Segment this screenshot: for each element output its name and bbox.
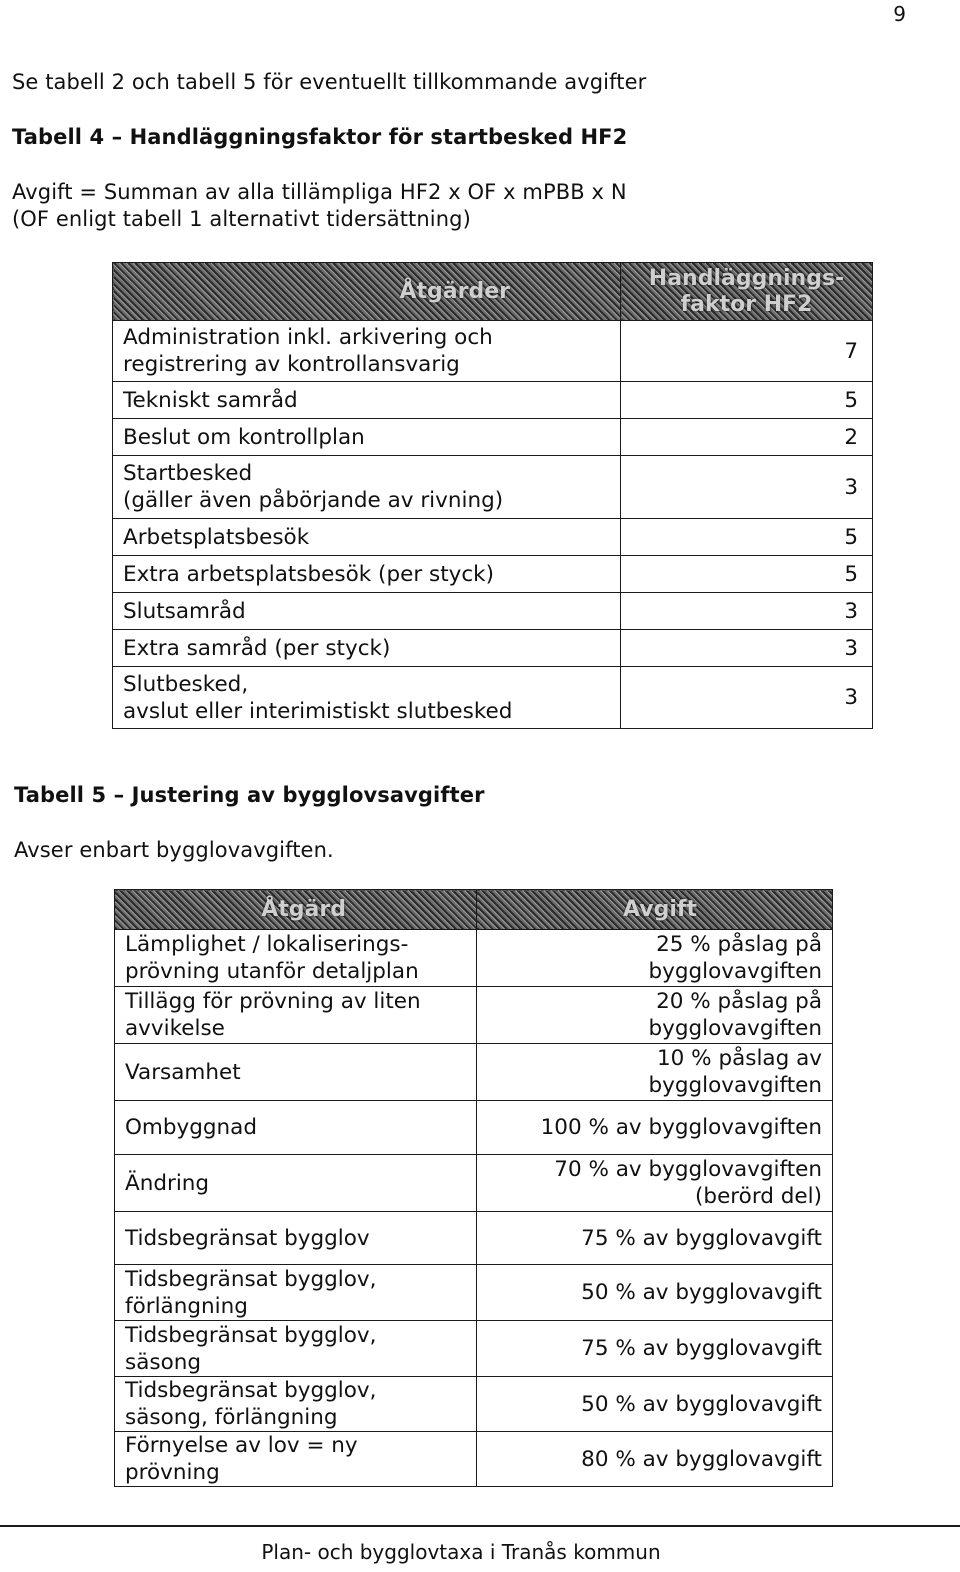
handlaggningsfaktor-table bbox=[112, 262, 873, 729]
row-value: 75 % av bygglovavgift bbox=[477, 1321, 833, 1377]
table-row bbox=[113, 519, 873, 556]
row-value: 5 bbox=[621, 382, 873, 419]
table5-heading: Tabell 5 – Justering av bygglovsavgifter bbox=[14, 783, 485, 807]
row-value: 20 % påslag på bygglovavgiften bbox=[477, 987, 833, 1044]
column-header-hf2 bbox=[621, 263, 873, 321]
row-value: 25 % påslag på bygglovavgiften bbox=[477, 930, 833, 987]
page-footer: Plan- och bygglovtaxa i Tranås kommun bbox=[261, 1540, 661, 1564]
row-label: Lämplighet / lokaliserings- prövning utanför detaljplan bbox=[115, 930, 477, 987]
row-label: Administration inkl. arkivering och registrering av kontrollansvarig bbox=[113, 321, 621, 382]
row-label: Tidsbegränsat bygglov bbox=[115, 1212, 477, 1265]
table-row bbox=[115, 987, 833, 1044]
formula-line-1: Avgift = Summan av alla tillämpliga HF2 x OF x mPBB x N bbox=[12, 180, 627, 204]
row-label: Beslut om kontrollplan bbox=[113, 419, 621, 456]
column-header-atgard: Åtgärd bbox=[115, 890, 477, 930]
row-label: Ombyggnad bbox=[115, 1101, 477, 1155]
row-label: Slutbesked, avslut eller interimistiskt slutbesked bbox=[113, 667, 621, 729]
justering-table bbox=[114, 889, 833, 1487]
table-row bbox=[113, 667, 873, 729]
table-row bbox=[115, 930, 833, 987]
row-value: 3 bbox=[621, 630, 873, 667]
column-header-hf2-line2: faktor HF2 bbox=[680, 291, 813, 317]
table-row bbox=[113, 382, 873, 419]
table-row bbox=[115, 1212, 833, 1265]
row-label: Extra samråd (per styck) bbox=[113, 630, 621, 667]
column-header-avgift: Avgift bbox=[477, 890, 833, 930]
row-label: Tekniskt samråd bbox=[113, 382, 621, 419]
row-label: Arbetsplatsbesök bbox=[113, 519, 621, 556]
table5-subheading: Avser enbart bygglovavgiften. bbox=[14, 838, 334, 862]
table-row bbox=[115, 1377, 833, 1432]
row-value: 5 bbox=[621, 556, 873, 593]
row-value: 7 bbox=[621, 321, 873, 382]
row-label: Slutsamråd bbox=[113, 593, 621, 630]
row-label: Tidsbegränsat bygglov, säsong, förlängning bbox=[115, 1377, 477, 1432]
row-value: 50 % av bygglovavgift bbox=[477, 1377, 833, 1432]
table-row bbox=[115, 1265, 833, 1321]
table-row bbox=[113, 556, 873, 593]
table-row bbox=[113, 630, 873, 667]
table-row bbox=[113, 321, 873, 382]
row-label: Tidsbegränsat bygglov, säsong bbox=[115, 1321, 477, 1377]
column-header-hf2-line1: Handläggnings- bbox=[648, 265, 845, 291]
column-header-atgarder: Åtgärder bbox=[113, 263, 621, 321]
table-row bbox=[113, 593, 873, 630]
table-row bbox=[115, 1155, 833, 1212]
table-header-row bbox=[115, 890, 833, 930]
row-label: Tidsbegränsat bygglov, förlängning bbox=[115, 1265, 477, 1321]
row-label: Extra arbetsplatsbesök (per styck) bbox=[113, 556, 621, 593]
table-header-row bbox=[113, 263, 873, 321]
row-label: Förnyelse av lov = ny prövning bbox=[115, 1432, 477, 1487]
table-row bbox=[115, 1432, 833, 1487]
row-value: 3 bbox=[621, 593, 873, 630]
intro-text: Se tabell 2 och tabell 5 för eventuellt tillkommande avgifter bbox=[12, 70, 647, 94]
table-row bbox=[115, 1101, 833, 1155]
row-value: 3 bbox=[621, 667, 873, 729]
table-row bbox=[113, 419, 873, 456]
row-label: Varsamhet bbox=[115, 1044, 477, 1101]
formula-line-2: (OF enligt tabell 1 alternativt tidersättning) bbox=[12, 207, 471, 231]
row-value: 3 bbox=[621, 456, 873, 519]
table-row bbox=[115, 1044, 833, 1101]
row-value: 75 % av bygglovavgift bbox=[477, 1212, 833, 1265]
page-number: 9 bbox=[893, 2, 906, 26]
row-value: 70 % av bygglovavgiften (berörd del) bbox=[477, 1155, 833, 1212]
row-label: Startbesked (gäller även påbörjande av rivning) bbox=[113, 456, 621, 519]
row-value: 100 % av bygglovavgiften bbox=[477, 1101, 833, 1155]
footer-divider bbox=[0, 1525, 960, 1527]
row-label: Tillägg för prövning av liten avvikelse bbox=[115, 987, 477, 1044]
table-row bbox=[115, 1321, 833, 1377]
row-value: 10 % påslag av bygglovavgiften bbox=[477, 1044, 833, 1101]
row-value: 80 % av bygglovavgift bbox=[477, 1432, 833, 1487]
table-row bbox=[113, 456, 873, 519]
row-value: 2 bbox=[621, 419, 873, 456]
row-value: 50 % av bygglovavgift bbox=[477, 1265, 833, 1321]
row-value: 5 bbox=[621, 519, 873, 556]
table4-heading: Tabell 4 – Handläggningsfaktor för startbesked HF2 bbox=[12, 125, 628, 149]
row-label: Ändring bbox=[115, 1155, 477, 1212]
